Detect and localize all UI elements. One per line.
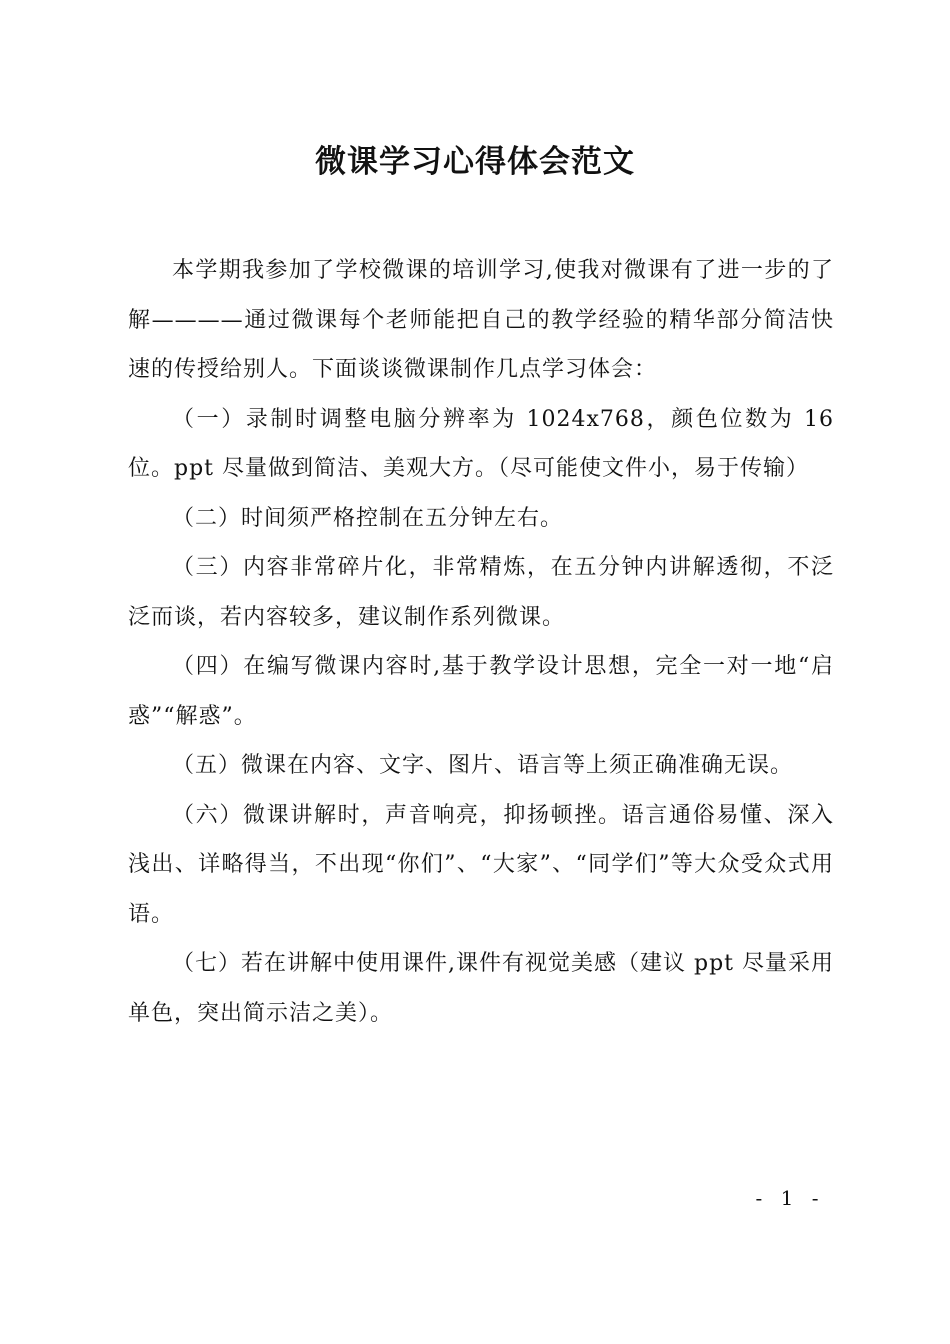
- paragraph-item-5: （五）微课在内容、文字、图片、语言等上须正确准确无误。: [172, 753, 794, 778]
- paragraph-item-7: （七）若在讲解中使用课件,课件有视觉美感（建议 ppt 尽量采用单色，突出简示洁之美）。: [128, 951, 834, 1026]
- paragraph-item-3: （三）内容非常碎片化，非常精炼，在五分钟内讲解透彻，不泛泛而谈，若内容较多，建议制作系列微课。: [128, 555, 834, 630]
- paragraph-item-4: （四）在编写微课内容时,基于教学设计思想，完全一对一地“启惑”“解惑”。: [128, 654, 834, 729]
- paragraph-item-6: （六）微课讲解时，声音响亮，抑扬顿挫。语言通俗易懂、深入浅出、详略得当，不出现“你们”、“大家”、“同学们”等大众受众式用语。: [128, 802, 834, 927]
- page-number: - 1 -: [755, 1186, 825, 1210]
- paragraph-item-1: （一）录制时调整电脑分辨率为 1024x768，颜色位数为 16 位。ppt 尽量做到简洁、美观大方。（尽可能使文件小，易于传输）: [128, 406, 834, 481]
- document-body: [128, 246, 834, 1038]
- document-title: 微课学习心得体会范文: [315, 144, 635, 180]
- paragraph-intro: 本学期我参加了学校微课的培训学习,使我对微课有了进一步的了解————通过微课每个老师能把自己的教学经验的精华部分简洁快速的传授给别人。下面谈谈微课制作几点学习体会：: [128, 258, 834, 382]
- paragraph-item-2: （二）时间须严格控制在五分钟左右。: [172, 505, 564, 531]
